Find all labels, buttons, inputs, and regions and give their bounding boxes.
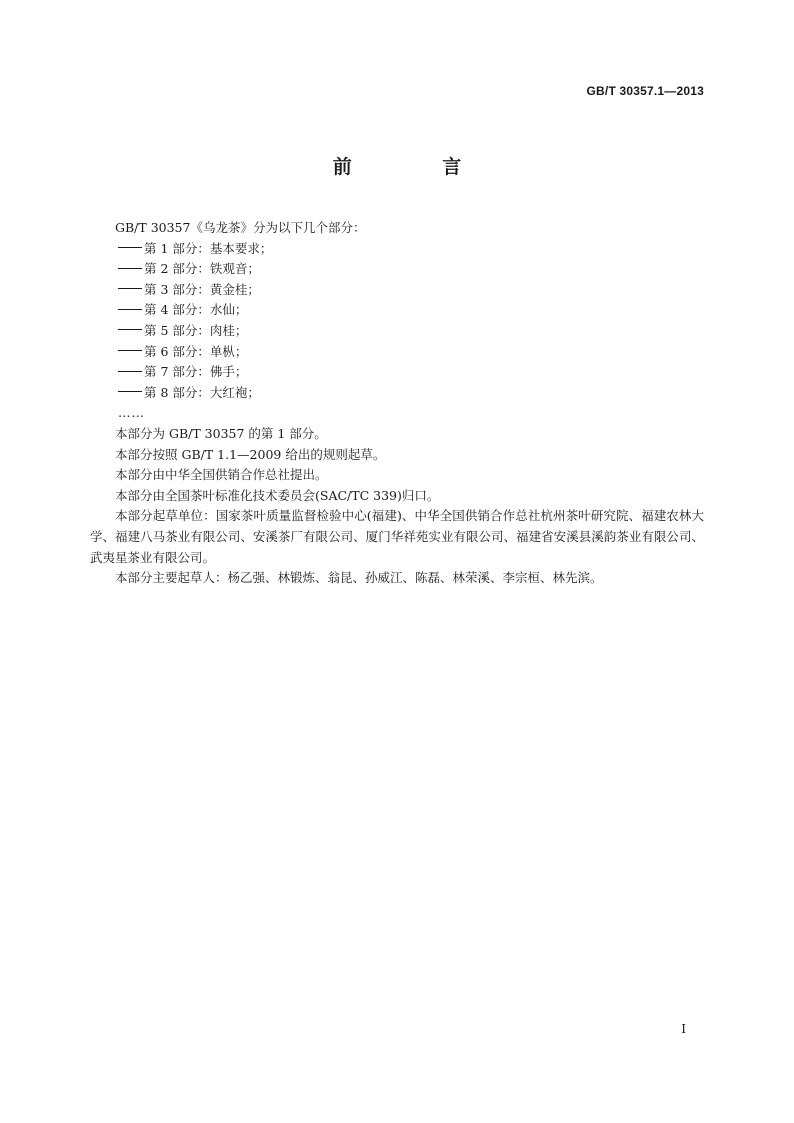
list-item bbox=[90, 362, 704, 383]
list-item bbox=[90, 342, 704, 363]
paragraph-part-statement: 本部分为 GB/T 30357 的第 1 部分。 bbox=[115, 425, 327, 441]
list-item-text: 第 8 部分：大红袍； bbox=[144, 384, 260, 400]
intro-paragraph: GB/T 30357《乌龙茶》分为以下几个部分： bbox=[115, 220, 366, 235]
dash-mark bbox=[118, 391, 142, 393]
dash-mark bbox=[118, 288, 142, 290]
list-item-text: 第 7 部分：佛手； bbox=[144, 364, 248, 380]
dash-mark bbox=[118, 309, 142, 311]
list-item-text: 第 6 部分：单枞； bbox=[144, 343, 248, 359]
list-item bbox=[90, 300, 704, 321]
document-body bbox=[90, 218, 704, 589]
dash-mark bbox=[118, 350, 142, 352]
list-item-text: 第 5 部分：肉桂； bbox=[144, 322, 248, 338]
paragraph-drafting-rules: 本部分按照 GB/T 1.1—2009 给出的规则起草。 bbox=[115, 446, 386, 462]
list-item bbox=[90, 280, 704, 301]
list-item-text: 第 3 部分：黄金桂； bbox=[144, 281, 260, 297]
paragraph-proposer: 本部分由中华全国供销合作总社提出。 bbox=[115, 467, 328, 483]
list-item bbox=[90, 383, 704, 404]
paragraph-committee: 本部分由全国茶叶标准化技术委员会(SAC/TC 339)归口。 bbox=[115, 487, 440, 503]
list-item-text: 第 1 部分：基本要求； bbox=[144, 240, 273, 256]
dash-mark bbox=[118, 247, 142, 249]
paragraph-drafters: 本部分主要起草人：杨乙强、林锻炼、翁昆、孙威江、陈磊、林荣溪、李宗桓、林先滨。 bbox=[115, 570, 603, 586]
list-item bbox=[90, 321, 704, 342]
standard-code: GB/T 30357.1—2013 bbox=[586, 84, 704, 98]
dash-mark bbox=[118, 329, 142, 331]
dash-mark bbox=[118, 268, 142, 270]
dash-mark bbox=[118, 371, 142, 373]
list-item bbox=[90, 239, 704, 260]
list-item bbox=[90, 259, 704, 280]
paragraph-drafting-units: 本部分起草单位：国家茶叶质量监督检验中心(福建)、中华全国供销合作总社杭州茶叶研究院、福建农林大学、福建八马茶业有限公司、安溪茶厂有限公司、厦门华祥苑实业有限公司、福建省安溪县溪韵茶业有限公司、武夷星茶业有限公司。 bbox=[90, 508, 704, 565]
page-number: I bbox=[681, 1022, 686, 1036]
page-title: 前 言 bbox=[332, 156, 504, 178]
list-item-text: 第 4 部分：水仙； bbox=[144, 302, 248, 318]
list-item-text: 第 2 部分：铁观音； bbox=[144, 261, 260, 277]
list-ellipsis: …… bbox=[118, 405, 145, 421]
